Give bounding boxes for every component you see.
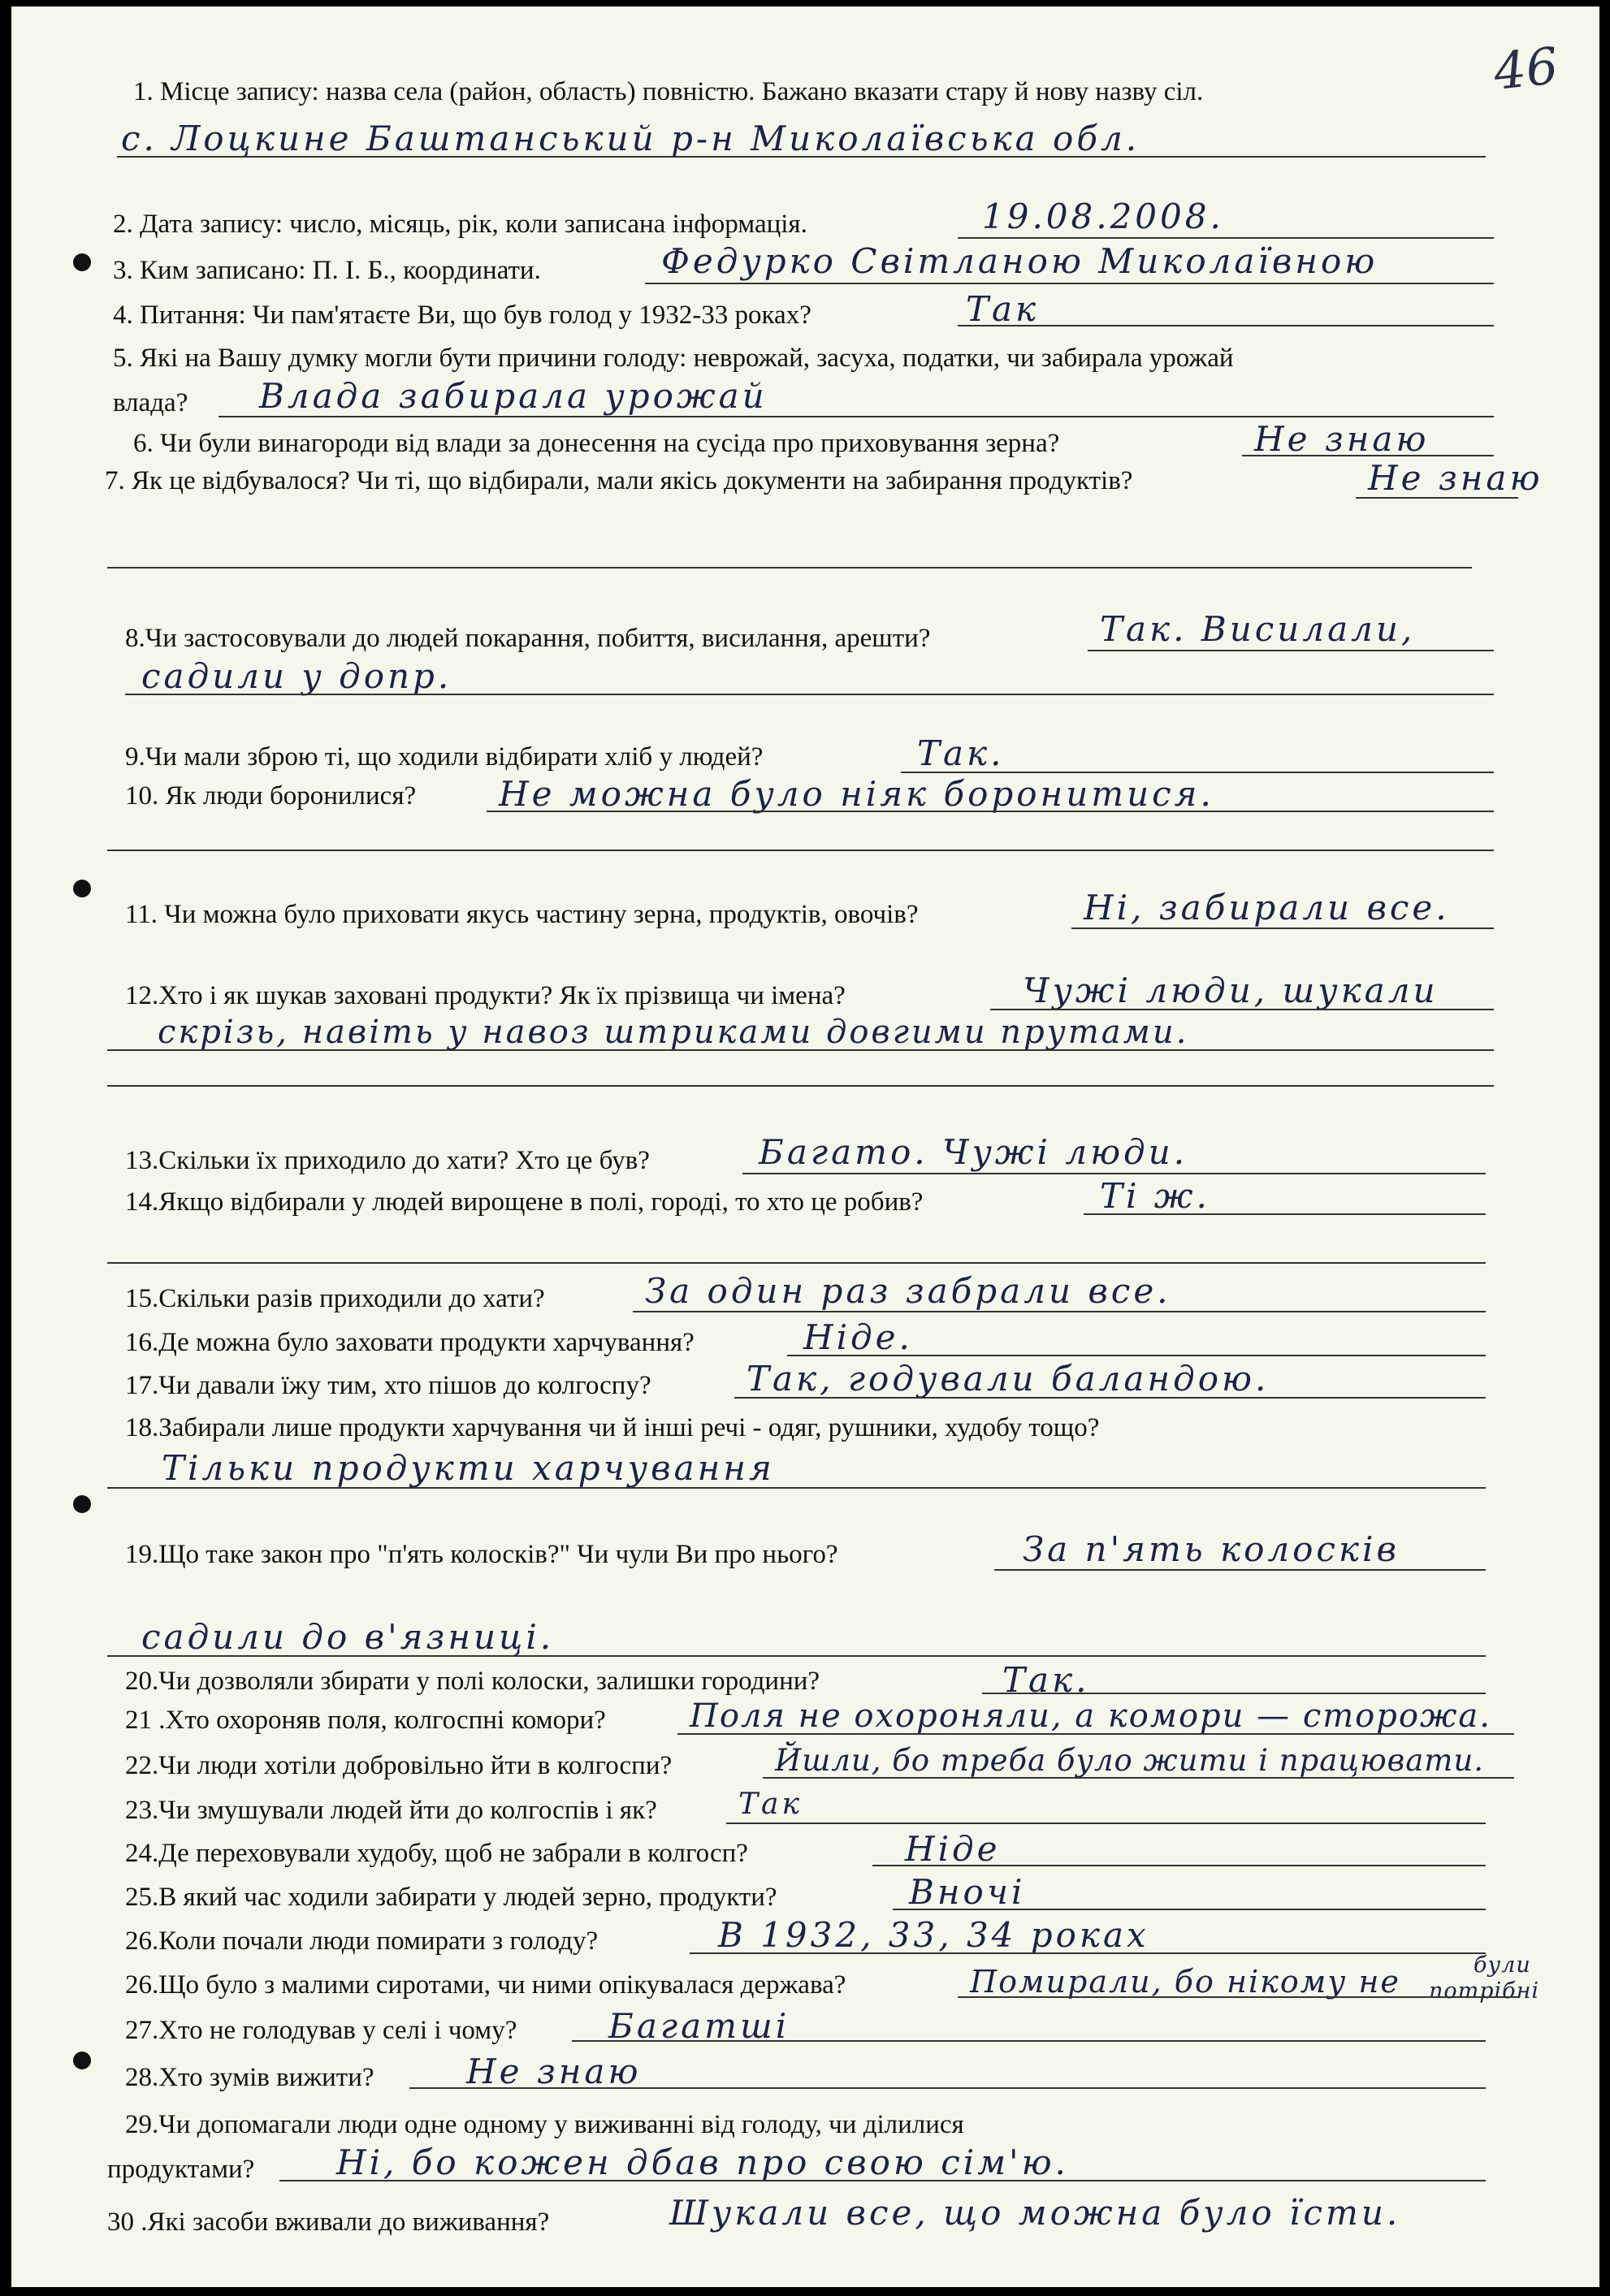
answer-13: Багато. Чужі люди. [759,1132,1188,1172]
answer-20: Так. [1002,1660,1090,1700]
answer-16: Ніде. [803,1317,913,1357]
answer-line [125,694,1494,695]
question-13: 13.Скільки їх приходило до хати? Хто це був? [125,1146,650,1175]
question-5-cont: влада? [113,388,188,417]
answer-11: Ні, забирали все. [1084,888,1450,927]
answer-line [958,237,1494,239]
answer-12: Чужі люди, шукали [1023,971,1439,1010]
answer-line [279,2180,1486,2181]
question-28: 28.Хто зумів вижити? [125,2063,374,2092]
answer-line [107,567,1472,569]
answer-8: Так. Висилали, [1100,609,1416,649]
answer-22: Йшли, бо треба було жити і працювати. [775,1743,1484,1778]
answer-26b-note: були [1474,1952,1531,1978]
question-21: 21 .Хто охороняв поля, колгоспні комори? [125,1706,606,1735]
answer-line [994,1569,1486,1571]
question-5: 5. Які на Вашу думку могли бути причини голоду: неврожай, засуха, податки, чи забирала урожай [113,344,1234,373]
answer-line [107,1262,1486,1264]
answer-line [219,416,1494,417]
question-23: 23.Чи змушували людей йти до колгоспів і як? [125,1796,657,1825]
answer-27: Багатші [608,2006,790,2046]
answer-7: Не знаю [1368,458,1543,498]
answer-5: Влада забирала урожай [259,376,768,416]
question-24: 24.Де переховували худобу, щоб не забрали в колгосп? [125,1839,748,1868]
answer-30: Шукали все, що можна було їсти. [669,2193,1401,2233]
answer-18: Тільки продукти харчування [162,1448,775,1488]
page-number: 46 [1491,36,1561,102]
question-29: 29.Чи допомагали люди одне одному у виживанні від голоду, чи ділилися [125,2110,964,2139]
answer-12-cont: скрізь, навіть у навоз штриками довгими прутами. [158,1014,1189,1051]
answer-24: Ніде [905,1829,1001,1869]
question-22: 22.Чи люди хотіли добровільно йти в колгоспи? [125,1751,673,1780]
answer-line [117,156,1486,158]
question-7: 7. Як це відбувалося? Чи ті, що відбирали, мали якісь документи на забирання продуктів? [105,466,1133,495]
answer-26b: Помирали, бо нікому не [970,1964,1400,2000]
answer-26b-note: потрібні [1429,1978,1540,2004]
answer-6: Не знаю [1254,419,1430,459]
answer-28: Не знаю [466,2052,642,2091]
answer-26a: В 1932, 33, 34 роках [718,1915,1149,1955]
answer-3: Федурко Світланою Миколаївною [661,241,1378,281]
answer-15: За один раз забрали все. [645,1271,1171,1311]
question-4: 4. Питання: Чи пам'ятаєте Ви, що був голод у 1932-33 роках? [113,301,811,330]
answer-line [677,1733,1514,1735]
answer-line [107,1049,1494,1051]
binder-hole [73,880,91,897]
question-19: 19.Що таке закон про "п'ять колосків?" Чи чули Ви про нього? [125,1540,838,1569]
answer-line [742,1173,1486,1174]
question-27: 27.Хто не голодував у селі і чому? [125,2016,517,2045]
answer-line [763,1777,1514,1779]
answer-29: Ні, бо кожен дбав про свою сім'ю. [336,2143,1069,2182]
answer-9: Так. [917,733,1005,773]
answer-line [1088,650,1494,651]
answer-23: Так [738,1788,803,1821]
question-10: 10. Як люди боронилися? [125,781,417,811]
answer-4: Так [966,289,1040,329]
answer-19-cont: садили до в'язниці. [141,1617,555,1657]
question-30: 30 .Які засоби вживали до виживання? [107,2207,550,2237]
answer-line [1071,927,1494,929]
question-18: 18.Забирали лише продукти харчування чи й інші речі - одяг, рушники, худобу тощо? [125,1413,1100,1442]
answer-line [107,1085,1494,1087]
question-16: 16.Де можна було заховати продукти харчування? [125,1328,695,1357]
answer-line [958,1996,1518,1998]
answer-line [107,1487,1486,1489]
question-8: 8.Чи застосовували до людей покарання, побиття, висилання, арешти? [125,624,931,653]
answer-line [409,2087,1486,2089]
question-26b: 26.Що було з малими сиротами, чи ними опікувалася держава? [125,1970,846,2000]
answer-line [487,811,1494,812]
question-1: 1. Місце запису: назва села (район, область) повністю. Бажано вказати стару й нову назву сіл. [133,77,1204,106]
question-3: 3. Ким записано: П. І. Б., координати. [113,256,541,285]
binder-hole [73,1495,91,1513]
question-26a: 26.Коли почали люди помирати з голоду? [125,1926,599,1956]
answer-line [726,1823,1486,1824]
answer-14: Ті ж. [1100,1176,1210,1216]
answer-line [787,1355,1486,1356]
questionnaire-page [11,6,1599,2287]
answer-line [893,1909,1486,1910]
question-25: 25.В який час ходили забирати у людей зерно, продукти? [125,1883,777,1912]
answer-line [1084,1213,1486,1215]
question-14: 14.Якщо відбирали у людей вирощене в полі, городі, то хто це робив? [125,1187,924,1217]
answer-line [690,1952,1486,1954]
answer-8-cont: садили у допр. [141,656,452,696]
answer-line [572,2040,1486,2042]
answer-line [633,1311,1486,1312]
binder-hole [73,253,91,271]
answer-line [872,1865,1486,1866]
question-2: 2. Дата запису: число, місяць, рік, коли записана інформація. [113,210,807,239]
question-11: 11. Чи можна було приховати якусь частину зерна, продуктів, овочів? [125,900,919,929]
question-20: 20.Чи дозволяли збирати у полі колоски, залишки городини? [125,1667,820,1696]
answer-line [107,1655,1486,1657]
binder-hole [73,2052,91,2069]
answer-17: Так, годували баландою. [747,1359,1270,1399]
answer-10: Не можна було ніяк боронитися. [499,774,1214,814]
question-6: 6. Чи були винагороди від влади за донесення на сусіда про приховування зерна? [133,429,1060,458]
answer-line [982,1693,1486,1694]
answer-line [1356,497,1518,499]
answer-line [990,1009,1494,1010]
question-9: 9.Чи мали зброю ті, що ходили відбирати хліб у людей? [125,742,764,772]
question-15: 15.Скільки разів приходили до хати? [125,1284,545,1313]
answer-2: 19.08.2008. [982,197,1224,236]
question-12: 12.Хто і як шукав заховані продукти? Як їх прізвища чи імена? [125,981,846,1010]
question-17: 17.Чи давали їжу тим, хто пішов до колгоспу? [125,1371,651,1400]
answer-21: Поля не охороняли, а комори — сторожа. [690,1697,1491,1735]
answer-1: с. Лоцкине Баштанський р-н Миколаївська обл. [121,119,1140,158]
answer-line [1242,455,1494,456]
question-29-cont: продуктами? [107,2155,255,2184]
answer-line [958,325,1494,326]
answer-line [734,1397,1486,1399]
answer-line [645,283,1494,284]
answer-19: За п'ять колосків [1023,1529,1400,1569]
answer-line [901,772,1494,773]
answer-line [107,850,1494,851]
answer-25: Вночі [909,1872,1026,1912]
